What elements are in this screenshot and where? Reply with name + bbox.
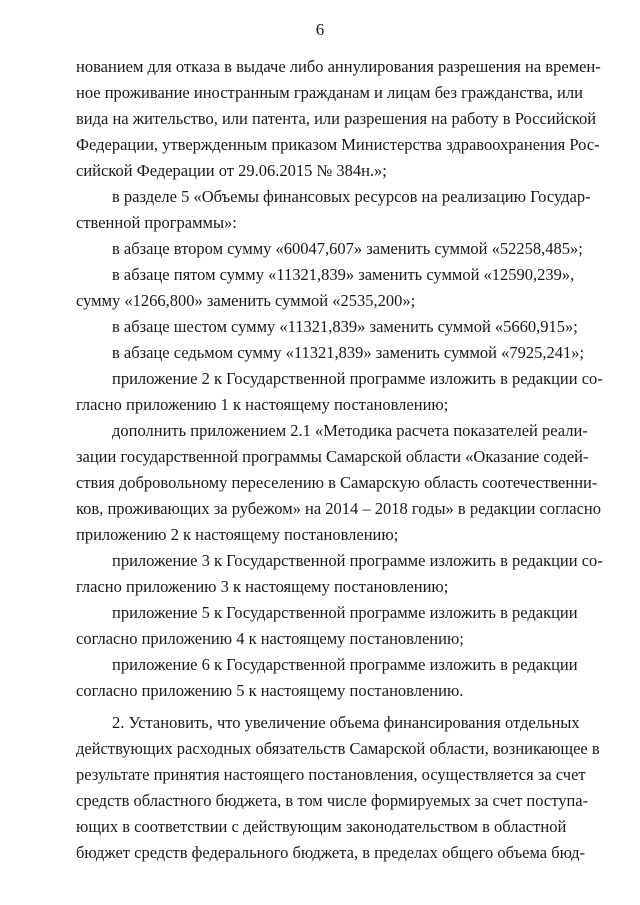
text-line: в разделе 5 «Объемы финансовых ресурсов на реализацию Государ- bbox=[112, 187, 591, 206]
text-line: гласно приложению 3 к настоящему постановлению; bbox=[76, 577, 449, 596]
text-line: результате принятия настоящего постановления, осуществляется за счет bbox=[76, 765, 586, 784]
text-line: в абзаце шестом сумму «11321,839» заменить суммой «5660,915»; bbox=[112, 317, 578, 336]
text-line: 2. Установить, что увеличение объема финансирования отдельных bbox=[112, 713, 580, 732]
text-line: согласно приложению 5 к настоящему постановлению. bbox=[76, 681, 464, 700]
text-line: дополнить приложением 2.1 «Методика расчета показателей реали- bbox=[112, 421, 588, 440]
paragraph bbox=[76, 340, 585, 366]
text-line: приложение 6 к Государственной программе изложить в редакции bbox=[112, 655, 578, 674]
paragraph bbox=[76, 652, 578, 704]
text-line: в абзаце седьмом сумму «11321,839» заменить суммой «7925,241»; bbox=[112, 343, 585, 362]
paragraph bbox=[76, 54, 601, 184]
text-line: нованием для отказа в выдаче либо аннулирования разрешения на времен- bbox=[76, 57, 601, 76]
paragraph bbox=[76, 548, 603, 600]
page-number: 6 bbox=[315, 20, 325, 39]
text-line: ствия добровольному переселению в Самарскую область соотечественни- bbox=[76, 473, 598, 492]
text-line: зации государственной программы Самарской области «Оказание содей- bbox=[76, 447, 589, 466]
text-line: согласно приложению 4 к настоящему постановлению; bbox=[76, 629, 464, 648]
text-line: бюджет средств федерального бюджета, в пределах общего объема бюд- bbox=[76, 843, 586, 862]
paragraph bbox=[76, 184, 591, 236]
text-line: средств областного бюджета, в том числе формируемых за счет поступа- bbox=[76, 791, 589, 810]
paragraph bbox=[76, 710, 600, 866]
text-line: ное проживание иностранным гражданам и лицам без гражданства, или bbox=[76, 83, 583, 102]
text-line: в абзаце пятом сумму «11321,839» заменить суммой «12590,239», bbox=[112, 265, 575, 284]
text-line: ющих в соответствии с действующим законодательством в областной bbox=[76, 817, 567, 836]
text-line: в абзаце втором сумму «60047,607» заменить суммой «52258,485»; bbox=[112, 239, 583, 258]
text-line: ков, проживающих за рубежом» на 2014 – 2018 годы» в редакции согласно bbox=[76, 499, 602, 518]
paragraph bbox=[76, 236, 583, 262]
text-line: приложение 5 к Государственной программе изложить в редакции bbox=[112, 603, 578, 622]
text-line: вида на жительство, или патента, или разрешения на работу в Российской bbox=[76, 109, 597, 128]
paragraph bbox=[76, 366, 603, 418]
paragraph bbox=[76, 600, 578, 652]
text-line: приложение 3 к Государственной программе изложить в редакции со- bbox=[112, 551, 603, 570]
text-line: действующих расходных обязательств Самарской области, возникающее в bbox=[76, 739, 600, 758]
text-line: ственной программы»: bbox=[76, 213, 237, 232]
document-body bbox=[76, 54, 603, 866]
text-line: сийской Федерации от 29.06.2015 № 384н.»; bbox=[76, 161, 387, 180]
text-line: сумму «1266,800» заменить суммой «2535,200»; bbox=[76, 291, 416, 310]
text-line: приложению 2 к настоящему постановлению; bbox=[76, 525, 399, 544]
paragraph bbox=[76, 314, 578, 340]
paragraph bbox=[76, 418, 602, 548]
text-line: приложение 2 к Государственной программе изложить в редакции со- bbox=[112, 369, 603, 388]
text-line: Федерации, утвержденным приказом Министерства здравоохранения Рос- bbox=[76, 135, 600, 154]
paragraph bbox=[76, 262, 575, 314]
text-line: гласно приложению 1 к настоящему постановлению; bbox=[76, 395, 449, 414]
